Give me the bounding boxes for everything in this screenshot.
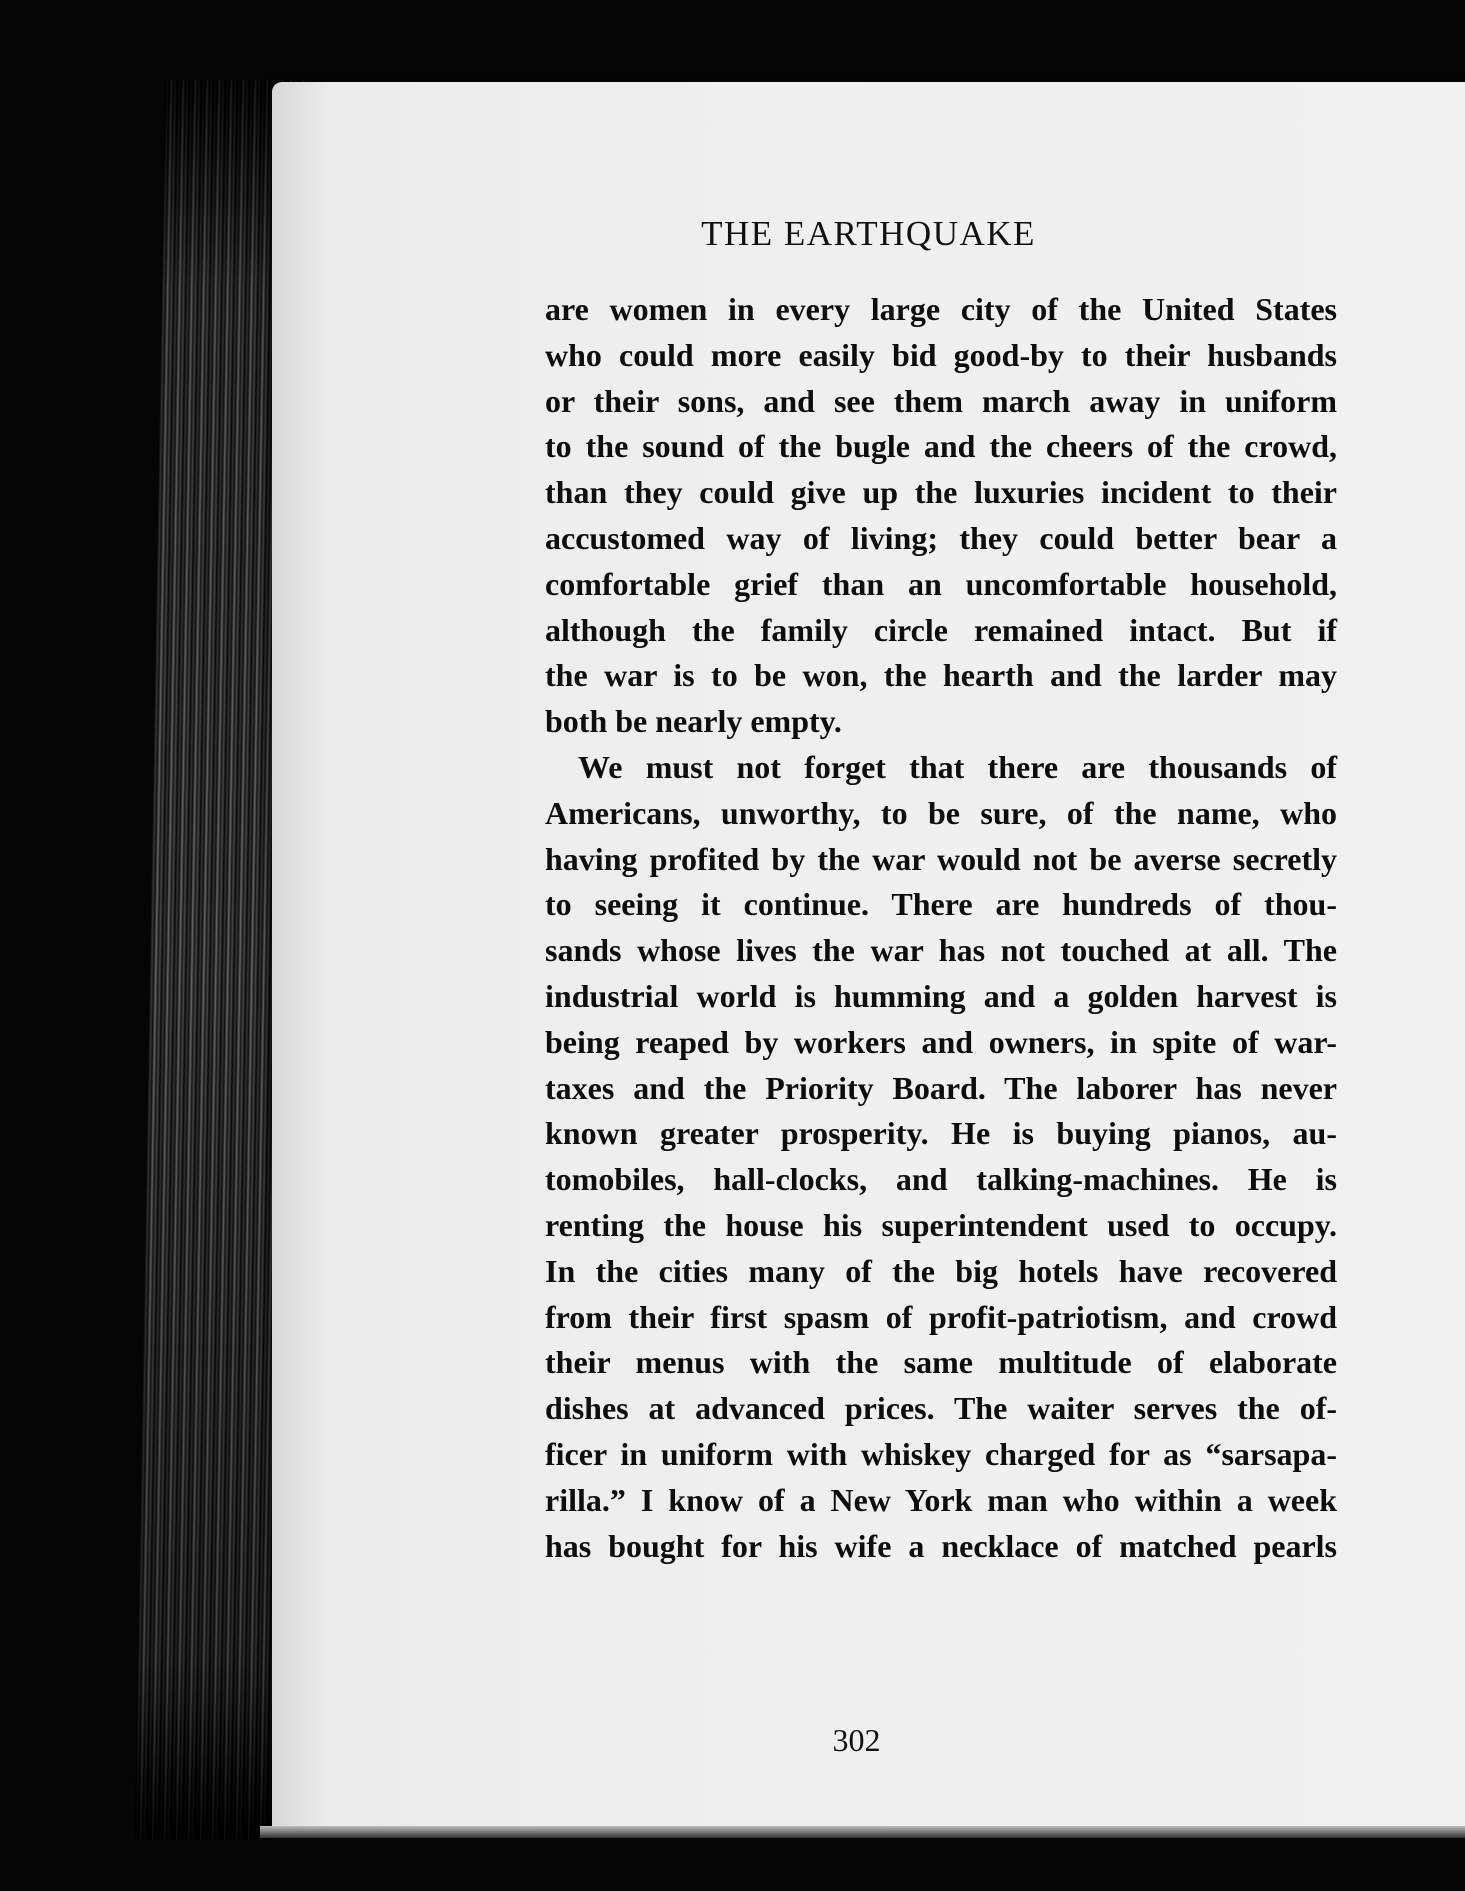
text-line: has bought for his wife a necklace of matched pearls bbox=[545, 1527, 1337, 1564]
text-line: are women in every large city of the United States bbox=[545, 291, 1337, 327]
text-line: renting the house his superintendent used to occupy. bbox=[545, 1206, 1337, 1243]
text-line: tomobiles, hall-clocks, and talking-machines. He is bbox=[545, 1161, 1337, 1198]
text-line: both be nearly empty. bbox=[545, 703, 842, 740]
text-line: comfortable grief than an uncomfortable household, bbox=[545, 565, 1337, 602]
text-line: being reaped by workers and owners, in spite of war- bbox=[545, 1023, 1337, 1060]
text-line: from their first spasm of profit-patriotism, and crowd bbox=[545, 1298, 1337, 1335]
text-line: industrial world is humming and a golden harvest is bbox=[545, 977, 1337, 1014]
page-bottom-edge bbox=[260, 1826, 1465, 1838]
text-line: ficer in uniform with whiskey charged for as “sarsapa- bbox=[545, 1435, 1337, 1472]
text-line: accustomed way of living; they could better bear a bbox=[545, 519, 1337, 556]
text-line: although the family circle remained intact. But if bbox=[545, 611, 1337, 648]
text-line: the war is to be won, the hearth and the larder may bbox=[545, 657, 1337, 694]
text-line: having profited by the war would not be averse secretly bbox=[545, 840, 1337, 877]
running-head: THE EARTHQUAKE bbox=[701, 214, 1036, 253]
text-line: In the cities many of the big hotels have recovered bbox=[545, 1252, 1337, 1289]
body-text bbox=[545, 287, 1337, 1569]
paragraph-1 bbox=[545, 287, 1337, 745]
text-line: than they could give up the luxuries incident to their bbox=[545, 474, 1337, 511]
text-line: sands whose lives the war has not touched at all. The bbox=[545, 932, 1337, 969]
text-line: dishes at advanced prices. The waiter serves the of- bbox=[545, 1390, 1337, 1427]
text-line: or their sons, and see them march away in uniform bbox=[545, 382, 1337, 419]
text-line: rilla.” I know of a New York man who within a week bbox=[545, 1481, 1337, 1518]
page-number-text: 302 bbox=[832, 1722, 881, 1758]
paragraph-2 bbox=[545, 745, 1337, 1569]
text-line: who could more easily bid good-by to their husbands bbox=[545, 336, 1337, 373]
text-line: known greater prosperity. He is buying pianos, au- bbox=[545, 1115, 1337, 1152]
text-line: to seeing it continue. There are hundreds of thou- bbox=[545, 886, 1337, 923]
text-line: to the sound of the bugle and the cheers of the crowd, bbox=[545, 428, 1337, 465]
text-line: Americans, unworthy, to be sure, of the name, who bbox=[545, 794, 1337, 831]
text-line: their menus with the same multitude of elaborate bbox=[545, 1344, 1337, 1381]
page-sheet bbox=[272, 82, 1465, 1826]
text-line: taxes and the Priority Board. The laborer has never bbox=[545, 1069, 1337, 1106]
page-number bbox=[272, 1722, 1465, 1759]
text-line: We must not forget that there are thousands of bbox=[578, 748, 1337, 785]
